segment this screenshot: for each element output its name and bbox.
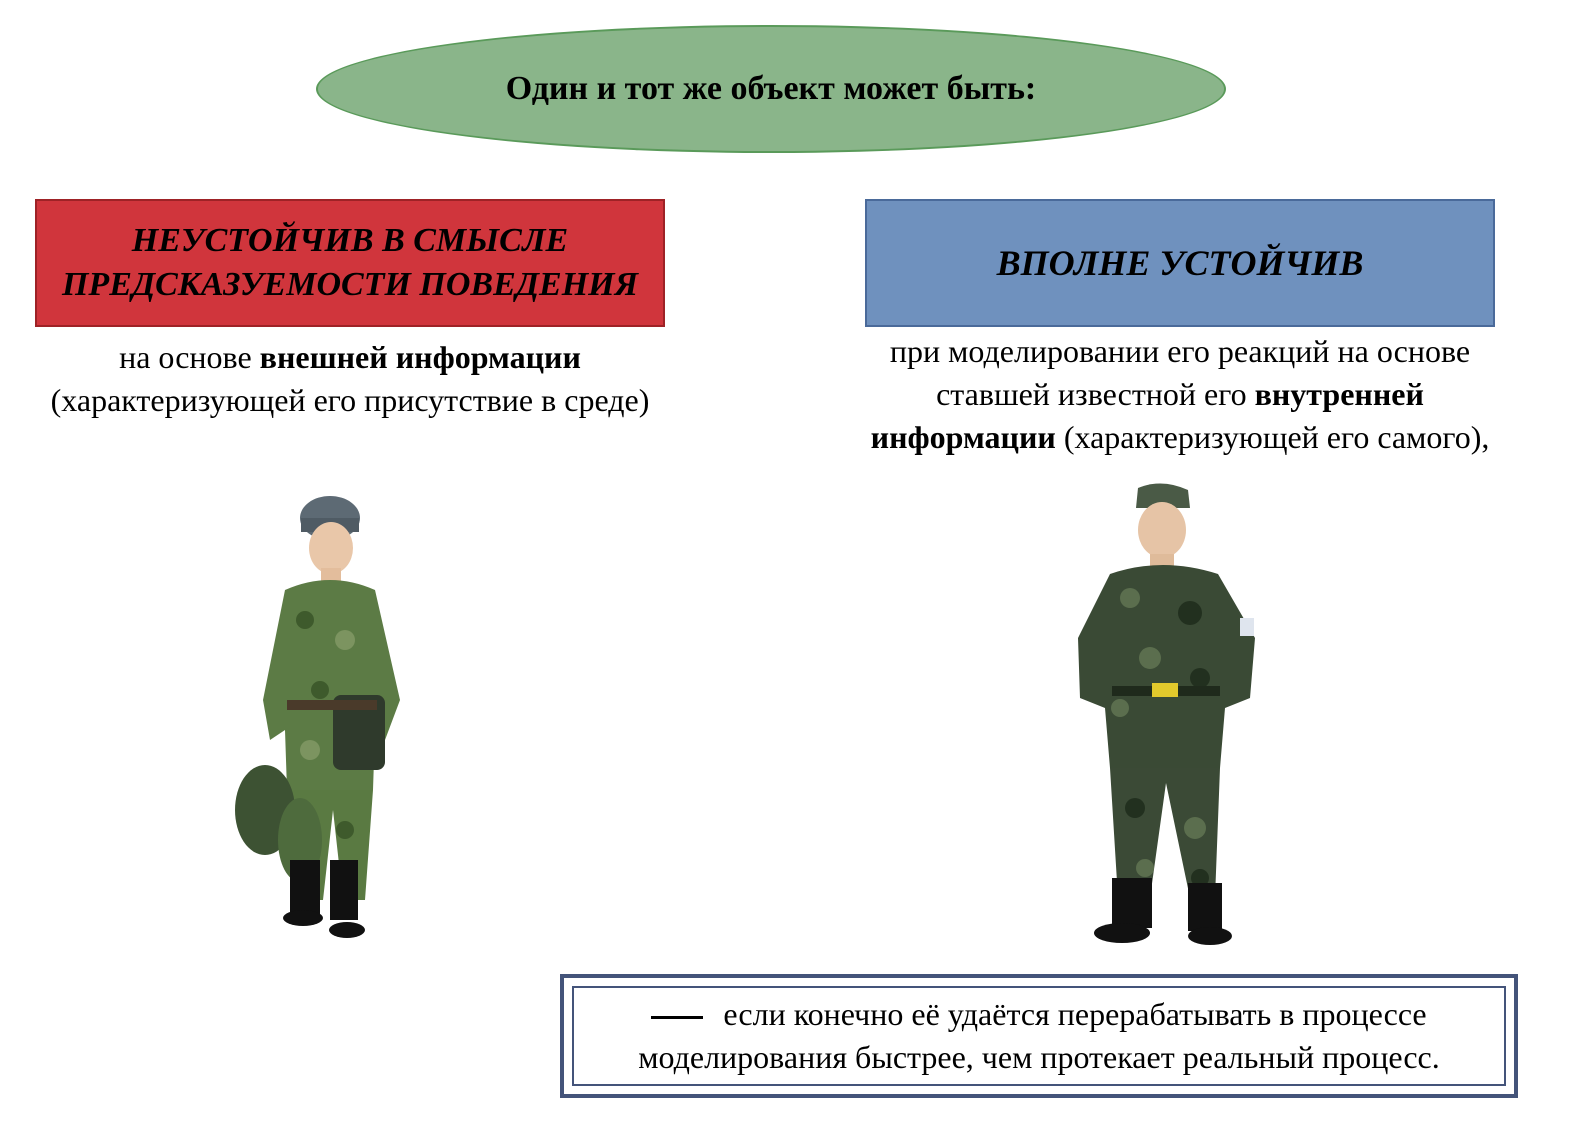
unstable-box bbox=[35, 199, 665, 327]
internal-info-rest: (характеризующей его самого), bbox=[1055, 419, 1490, 455]
stable-box-title: ВПОЛНЕ УСТОЙЧИВ bbox=[996, 243, 1364, 283]
soldier-with-bags-image bbox=[225, 490, 445, 950]
title-oval bbox=[316, 25, 1226, 153]
stable-box bbox=[865, 199, 1495, 327]
external-info-prefix: на основе bbox=[119, 339, 260, 375]
external-info-bold: внешней информации bbox=[259, 339, 581, 375]
internal-info-text bbox=[800, 330, 1560, 459]
footnote-line1: если конечно её удаётся перерабатывать в процессе bbox=[723, 996, 1427, 1032]
dash-mark bbox=[651, 1016, 703, 1019]
title-text: Один и тот же объект может быть: bbox=[505, 70, 1037, 107]
internal-info-line2-prefix: ставшей известной его bbox=[936, 376, 1255, 412]
soldier-standing-image bbox=[1050, 478, 1270, 968]
external-info-rest: (характеризующей его присутствие в среде) bbox=[50, 382, 650, 418]
internal-info-bold1: внутренней bbox=[1254, 376, 1424, 412]
external-info-text bbox=[5, 336, 695, 422]
unstable-box-line2: ПРЕДСКАЗУЕМОСТИ ПОВЕДЕНИЯ bbox=[61, 266, 639, 303]
footnote-box bbox=[560, 974, 1518, 1098]
footnote-inner bbox=[572, 986, 1506, 1086]
footnote-line2: моделирования быстрее, чем протекает реальный процесс. bbox=[638, 1039, 1440, 1075]
internal-info-line1: при моделировании его реакций на основе bbox=[889, 333, 1471, 369]
unstable-box-line1: НЕУСТОЙЧИВ В СМЫСЛЕ bbox=[131, 222, 569, 259]
internal-info-bold2: информации bbox=[870, 419, 1056, 455]
